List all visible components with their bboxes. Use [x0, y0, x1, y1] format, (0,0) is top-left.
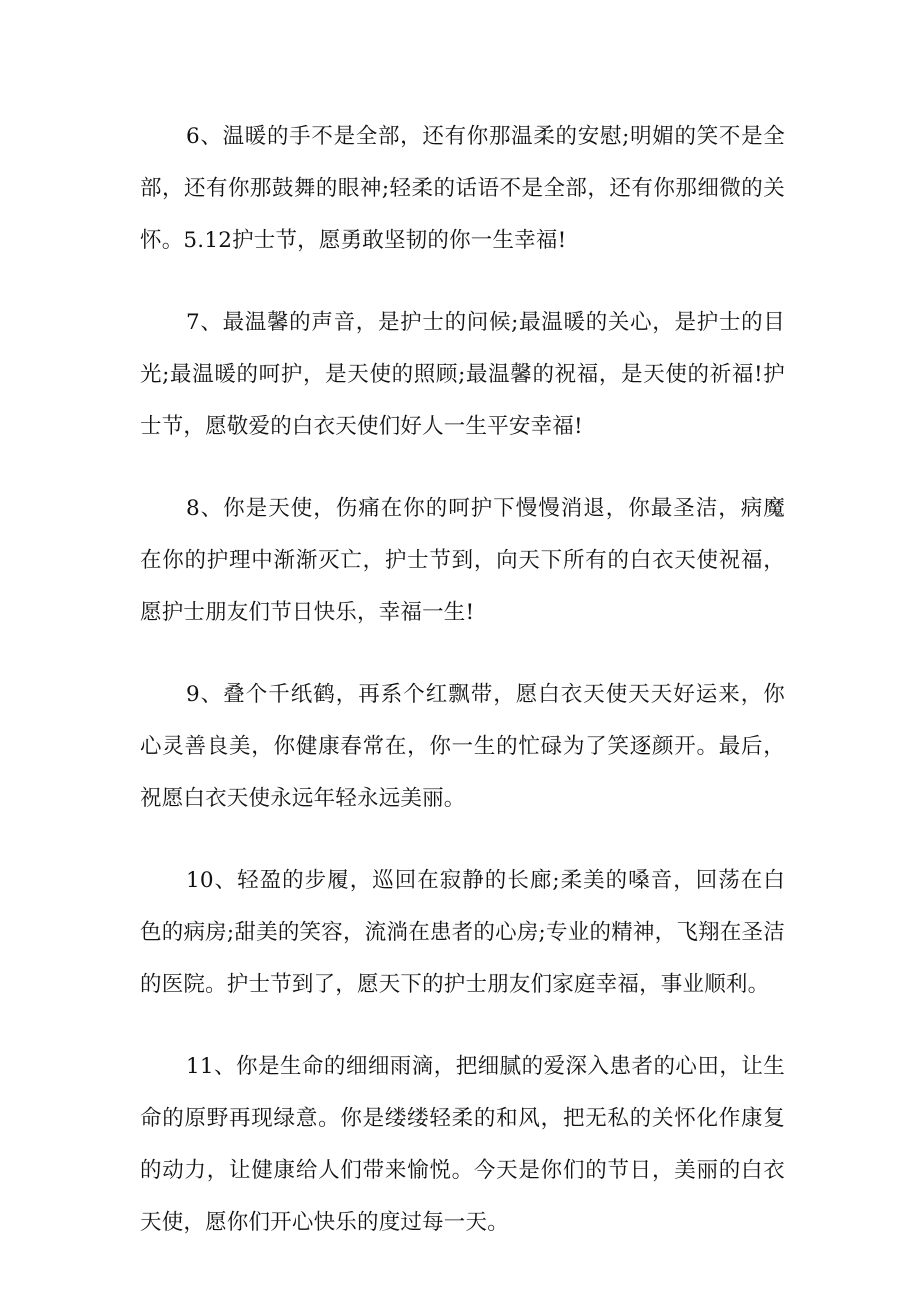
paragraph-9: 9、叠个千纸鹤，再系个红飘带，愿白衣天使天天好运来，你心灵善良美，你健康春常在，你一生的忙碌为了笑逐颜开。最后，祝愿白衣天使永远年轻永远美丽。 — [140, 682, 785, 811]
paragraph-7: 7、最温馨的声音，是护士的问候;最温暖的关心，是护士的目光;最温暖的呵护，是天使的照顾;最温馨的祝福，是天使的祈福!护士节，愿敬爱的白衣天使们好人一生平安幸福! — [140, 310, 785, 439]
paragraph-6: 6、温暖的手不是全部，还有你那温柔的安慰;明媚的笑不是全部，还有你那鼓舞的眼神;轻柔的话语不是全部，还有你那细微的关怀。5.12护士节，愿勇敢坚韧的你一生幸福! — [140, 124, 785, 253]
paragraph-10: 10、轻盈的步履，巡回在寂静的长廊;柔美的嗓音，回荡在白色的病房;甜美的笑容，流淌在患者的心房;专业的精神，飞翔在圣洁的医院。护士节到了，愿天下的护士朋友们家庭幸福，事业顺利。 — [140, 868, 785, 997]
paragraph-11: 11、你是生命的细细雨滴，把细腻的爱深入患者的心田，让生命的原野再现绿意。你是缕缕轻柔的和风，把无私的关怀化作康复的动力，让健康给人们带来愉悦。今天是你们的节日，美丽的白衣天使，愿你们开心快乐的度过每一天。 — [140, 1054, 785, 1235]
document-body — [140, 111, 785, 1279]
paragraph-8: 8、你是天使，伤痛在你的呵护下慢慢消退，你最圣洁，病魔在你的护理中渐渐灭亡，护士节到，向天下所有的白衣天使祝福，愿护士朋友们节日快乐，幸福一生! — [140, 496, 785, 625]
